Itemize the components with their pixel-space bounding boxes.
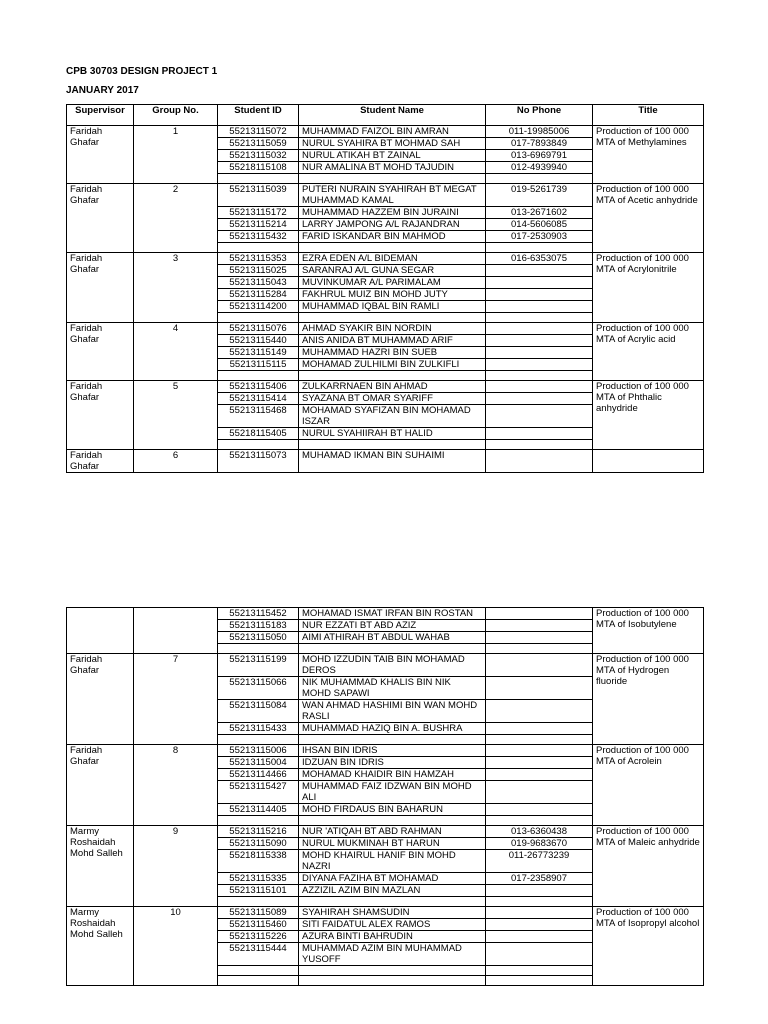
student-id-cell: 55213115460 [218,919,299,931]
student-name-cell: SARANRAJ A/L GUNA SEGAR [299,265,486,277]
student-name-cell [299,816,486,826]
groups-table-page1 [66,104,704,473]
student-name-cell: LARRY JAMPONG A/L RAJANDRAN [299,219,486,231]
supervisor-cell: Marmy Roshaidah Mohd Salleh [67,826,134,907]
supervisor-cell: Faridah Ghafar [67,126,134,184]
phone-cell [486,323,593,335]
student-id-cell: 55213115039 [218,184,299,207]
phone-cell [486,757,593,769]
table-row [67,323,704,335]
project-title-cell [593,450,704,473]
supervisor-cell: Faridah Ghafar [67,745,134,826]
phone-cell [486,265,593,277]
student-name-cell [299,174,486,184]
group-no-cell: 10 [134,907,218,986]
student-name-cell [299,976,486,986]
student-name-cell: NURUL SYAHIIRAH BT HALID [299,428,486,440]
student-id-cell: 55213115076 [218,323,299,335]
phone-cell [486,931,593,943]
phone-cell [486,393,593,405]
student-name-cell [299,897,486,907]
phone-cell [486,301,593,313]
student-id-cell: 55213115032 [218,150,299,162]
phone-cell: 013-6360438 [486,826,593,838]
supervisor-cell: Faridah Ghafar [67,184,134,253]
phone-cell: 017-7893849 [486,138,593,150]
phone-cell [486,174,593,184]
table-row [67,381,704,393]
phone-cell [486,440,593,450]
student-name-cell: NURUL ATIKAH BT ZAINAL [299,150,486,162]
student-id-cell: 55213115066 [218,677,299,700]
phone-cell [486,381,593,393]
student-name-cell: MUHAMMAD HAZIQ BIN A. BUSHRA [299,723,486,735]
student-name-cell: NIK MUHAMMAD KHALIS BIN NIK MOHD SAPAWI [299,677,486,700]
student-id-cell [218,644,299,654]
student-name-cell: NUR 'ATIQAH BT ABD RAHMAN [299,826,486,838]
phone-cell [486,632,593,644]
phone-cell: 017-2530903 [486,231,593,243]
col-title: Title [593,105,704,126]
phone-cell: 013-6969791 [486,150,593,162]
phone-cell [486,277,593,289]
student-name-cell: PUTERI NURAIN SYAHIRAH BT MEGAT MUHAMMAD KAMAL [299,184,486,207]
table-row [67,654,704,677]
student-id-cell: 55213115050 [218,632,299,644]
supervisor-cell: Faridah Ghafar [67,323,134,381]
phone-cell [486,644,593,654]
phone-cell: 019-5261739 [486,184,593,207]
student-name-cell: AHMAD SYAKIR BIN NORDIN [299,323,486,335]
student-id-cell: 55213114200 [218,301,299,313]
student-id-cell: 55213115216 [218,826,299,838]
group-no-cell: 9 [134,826,218,907]
student-name-cell: MOHD IZZUDIN TAIB BIN MOHAMAD DEROS [299,654,486,677]
student-name-cell: NURUL SYAHIRA BT MOHMAD SAH [299,138,486,150]
student-name-cell: SYAHIRAH SHAMSUDIN [299,907,486,919]
project-title-cell: Production of 100 000 MTA of Isobutylene [593,608,704,654]
student-name-cell: MUHAMMAD IQBAL BIN RAMLI [299,301,486,313]
student-name-cell: AIMI ATHIRAH BT ABDUL WAHAB [299,632,486,644]
student-id-cell: 55213115073 [218,450,299,473]
student-name-cell [299,735,486,745]
student-id-cell [218,313,299,323]
student-name-cell: IDZUAN BIN IDRIS [299,757,486,769]
student-name-cell: MUVINKUMAR A/L PARIMALAM [299,277,486,289]
phone-cell [486,943,593,966]
student-id-cell: 55213115335 [218,873,299,885]
table-row [67,184,704,207]
table-row [67,608,704,620]
groups-table-page2 [66,607,704,986]
phone-cell: 013-2671602 [486,207,593,219]
phone-cell [486,723,593,735]
student-name-cell: MOHAMAD ISMAT IRFAN BIN ROSTAN [299,608,486,620]
student-name-cell: NURUL MUKMINAH BT HARUN [299,838,486,850]
student-name-cell [299,644,486,654]
phone-cell [486,608,593,620]
phone-cell: 019-9683670 [486,838,593,850]
student-id-cell: 55213115183 [218,620,299,632]
student-name-cell: NUR EZZATI BT ABD AZIZ [299,620,486,632]
supervisor-cell [67,608,134,654]
phone-cell [486,450,593,473]
table-header-row [67,105,704,126]
col-phone: No Phone [486,105,593,126]
student-id-cell: 55213115353 [218,253,299,265]
phone-cell [486,976,593,986]
student-name-cell: SITI FAIDATUL ALEX RAMOS [299,919,486,931]
phone-cell [486,243,593,253]
phone-cell [486,804,593,816]
student-name-cell: MUHAMAD IKMAN BIN SUHAIMI [299,450,486,473]
student-name-cell: ANIS ANIDA BT MUHAMMAD ARIF [299,335,486,347]
student-id-cell [218,816,299,826]
student-id-cell: 55213115059 [218,138,299,150]
student-name-cell: IHSAN BIN IDRIS [299,745,486,757]
phone-cell [486,677,593,700]
student-id-cell: 55213115004 [218,757,299,769]
student-id-cell: 55213115115 [218,359,299,371]
supervisor-cell: Faridah Ghafar [67,450,134,473]
project-title-cell: Production of 100 000 MTA of Hydrogen fluoride [593,654,704,745]
phone-cell [486,428,593,440]
phone-cell [486,371,593,381]
student-id-cell: 55213115226 [218,931,299,943]
student-name-cell: MUHAMMAD FAIZ IDZWAN BIN MOHD ALI [299,781,486,804]
student-name-cell: MOHAMAD ZULHILMI BIN ZULKIFLI [299,359,486,371]
phone-cell [486,919,593,931]
student-name-cell: FAKHRUL MUIZ BIN MOHD JUTY [299,289,486,301]
student-id-cell: 55213115043 [218,277,299,289]
phone-cell [486,745,593,757]
group-no-cell: 2 [134,184,218,253]
student-id-cell: 55213115452 [218,608,299,620]
supervisor-cell: Marmy Roshaidah Mohd Salleh [67,907,134,986]
student-name-cell: FARID ISKANDAR BIN MAHMOD [299,231,486,243]
student-id-cell [218,440,299,450]
student-name-cell: MUHAMMAD AZIM BIN MUHAMMAD YUSOFF [299,943,486,966]
student-id-cell: 55213115084 [218,700,299,723]
student-id-cell [218,243,299,253]
student-name-cell [299,243,486,253]
project-title-cell: Production of 100 000 MTA of Maleic anhydride [593,826,704,907]
student-id-cell: 55213114405 [218,804,299,816]
student-name-cell: MOHAMAD KHAIDIR BIN HAMZAH [299,769,486,781]
project-title-cell: Production of 100 000 MTA of Acrylic acid [593,323,704,381]
col-student-id: Student ID [218,105,299,126]
supervisor-cell: Faridah Ghafar [67,253,134,323]
student-name-cell: MUHAMMAD HAZZEM BIN JURAINI [299,207,486,219]
student-name-cell: MOHD FIRDAUS BIN BAHARUN [299,804,486,816]
group-no-cell: 6 [134,450,218,473]
phone-cell [486,359,593,371]
student-id-cell: 55213115468 [218,405,299,428]
student-id-cell: 55213115444 [218,943,299,966]
group-no-cell: 1 [134,126,218,184]
student-id-cell: 55213115214 [218,219,299,231]
group-no-cell: 4 [134,323,218,381]
student-id-cell: 55213115006 [218,745,299,757]
phone-cell [486,289,593,301]
project-title-cell: Production of 100 000 MTA of Phthalic anhydride [593,381,704,450]
student-name-cell [299,966,486,976]
student-id-cell: 55213115414 [218,393,299,405]
col-supervisor: Supervisor [67,105,134,126]
student-id-cell: 55218115338 [218,850,299,873]
phone-cell [486,781,593,804]
student-id-cell: 55213115025 [218,265,299,277]
phone-cell [486,405,593,428]
phone-cell: 016-6353075 [486,253,593,265]
project-title-cell: Production of 100 000 MTA of Acrolein [593,745,704,826]
student-name-cell: MUHAMMAD FAIZOL BIN AMRAN [299,126,486,138]
student-name-cell: EZRA EDEN A/L BIDEMAN [299,253,486,265]
student-id-cell: 55213115199 [218,654,299,677]
student-name-cell [299,371,486,381]
student-id-cell: 55218115108 [218,162,299,174]
student-id-cell [218,174,299,184]
student-id-cell: 55213115101 [218,885,299,897]
table-row [67,450,704,473]
student-name-cell: ZULKARRNAEN BIN AHMAD [299,381,486,393]
phone-cell: 012-4939940 [486,162,593,174]
student-name-cell: NUR AMALINA BT MOHD TAJUDIN [299,162,486,174]
student-id-cell: 55213115427 [218,781,299,804]
supervisor-cell: Faridah Ghafar [67,654,134,745]
student-name-cell: WAN AHMAD HASHIMI BIN WAN MOHD RASLI [299,700,486,723]
student-id-cell: 55218115405 [218,428,299,440]
student-id-cell: 55213115284 [218,289,299,301]
col-student-name: Student Name [299,105,486,126]
phone-cell [486,313,593,323]
supervisor-cell: Faridah Ghafar [67,381,134,450]
table-row [67,745,704,757]
student-name-cell: MOHAMAD SYAFIZAN BIN MOHAMAD ISZAR [299,405,486,428]
group-no-cell: 5 [134,381,218,450]
student-name-cell [299,313,486,323]
phone-cell: 017-2358907 [486,873,593,885]
student-id-cell: 55213115440 [218,335,299,347]
student-id-cell [218,735,299,745]
student-id-cell: 55213115090 [218,838,299,850]
student-id-cell: 55213115432 [218,231,299,243]
student-id-cell: 55213115172 [218,207,299,219]
phone-cell [486,907,593,919]
student-id-cell: 55213115433 [218,723,299,735]
group-no-cell: 8 [134,745,218,826]
group-no-cell: 7 [134,654,218,745]
student-name-cell: SYAZANA BT OMAR SYARIFF [299,393,486,405]
student-id-cell [218,966,299,976]
phone-cell [486,769,593,781]
project-title-cell: Production of 100 000 MTA of Acetic anhydride [593,184,704,253]
student-id-cell: 55213115072 [218,126,299,138]
phone-cell [486,335,593,347]
phone-cell: 014-5606085 [486,219,593,231]
student-name-cell: MOHD KHAIRUL HANIF BIN MOHD NAZRI [299,850,486,873]
phone-cell [486,620,593,632]
table-row [67,126,704,138]
student-id-cell: 55213115406 [218,381,299,393]
document-title: CPB 30703 DESIGN PROJECT 1 [66,66,218,77]
col-group-no: Group No. [134,105,218,126]
phone-cell [486,347,593,359]
phone-cell [486,897,593,907]
project-title-cell: Production of 100 000 MTA of Isopropyl alcohol [593,907,704,986]
document-date: JANUARY 2017 [66,85,139,96]
student-name-cell [299,440,486,450]
phone-cell [486,885,593,897]
group-no-cell [134,608,218,654]
project-title-cell: Production of 100 000 MTA of Acrylonitrile [593,253,704,323]
student-id-cell [218,371,299,381]
student-name-cell: DIYANA FAZIHA BT MOHAMAD [299,873,486,885]
phone-cell: 011-26773239 [486,850,593,873]
phone-cell: 011-19985006 [486,126,593,138]
project-title-cell: Production of 100 000 MTA of Methylamines [593,126,704,184]
phone-cell [486,816,593,826]
student-id-cell: 55213115149 [218,347,299,359]
student-id-cell [218,897,299,907]
group-no-cell: 3 [134,253,218,323]
student-name-cell: AZZIZIL AZIM BIN MAZLAN [299,885,486,897]
table-row [67,826,704,838]
phone-cell [486,966,593,976]
student-id-cell [218,976,299,986]
phone-cell [486,735,593,745]
student-name-cell: AZURA BINTI BAHRUDIN [299,931,486,943]
student-name-cell: MUHAMMAD HAZRI BIN SUEB [299,347,486,359]
phone-cell [486,654,593,677]
table-row [67,253,704,265]
phone-cell [486,700,593,723]
table-row [67,907,704,919]
student-id-cell: 55213115089 [218,907,299,919]
student-id-cell: 55213114466 [218,769,299,781]
